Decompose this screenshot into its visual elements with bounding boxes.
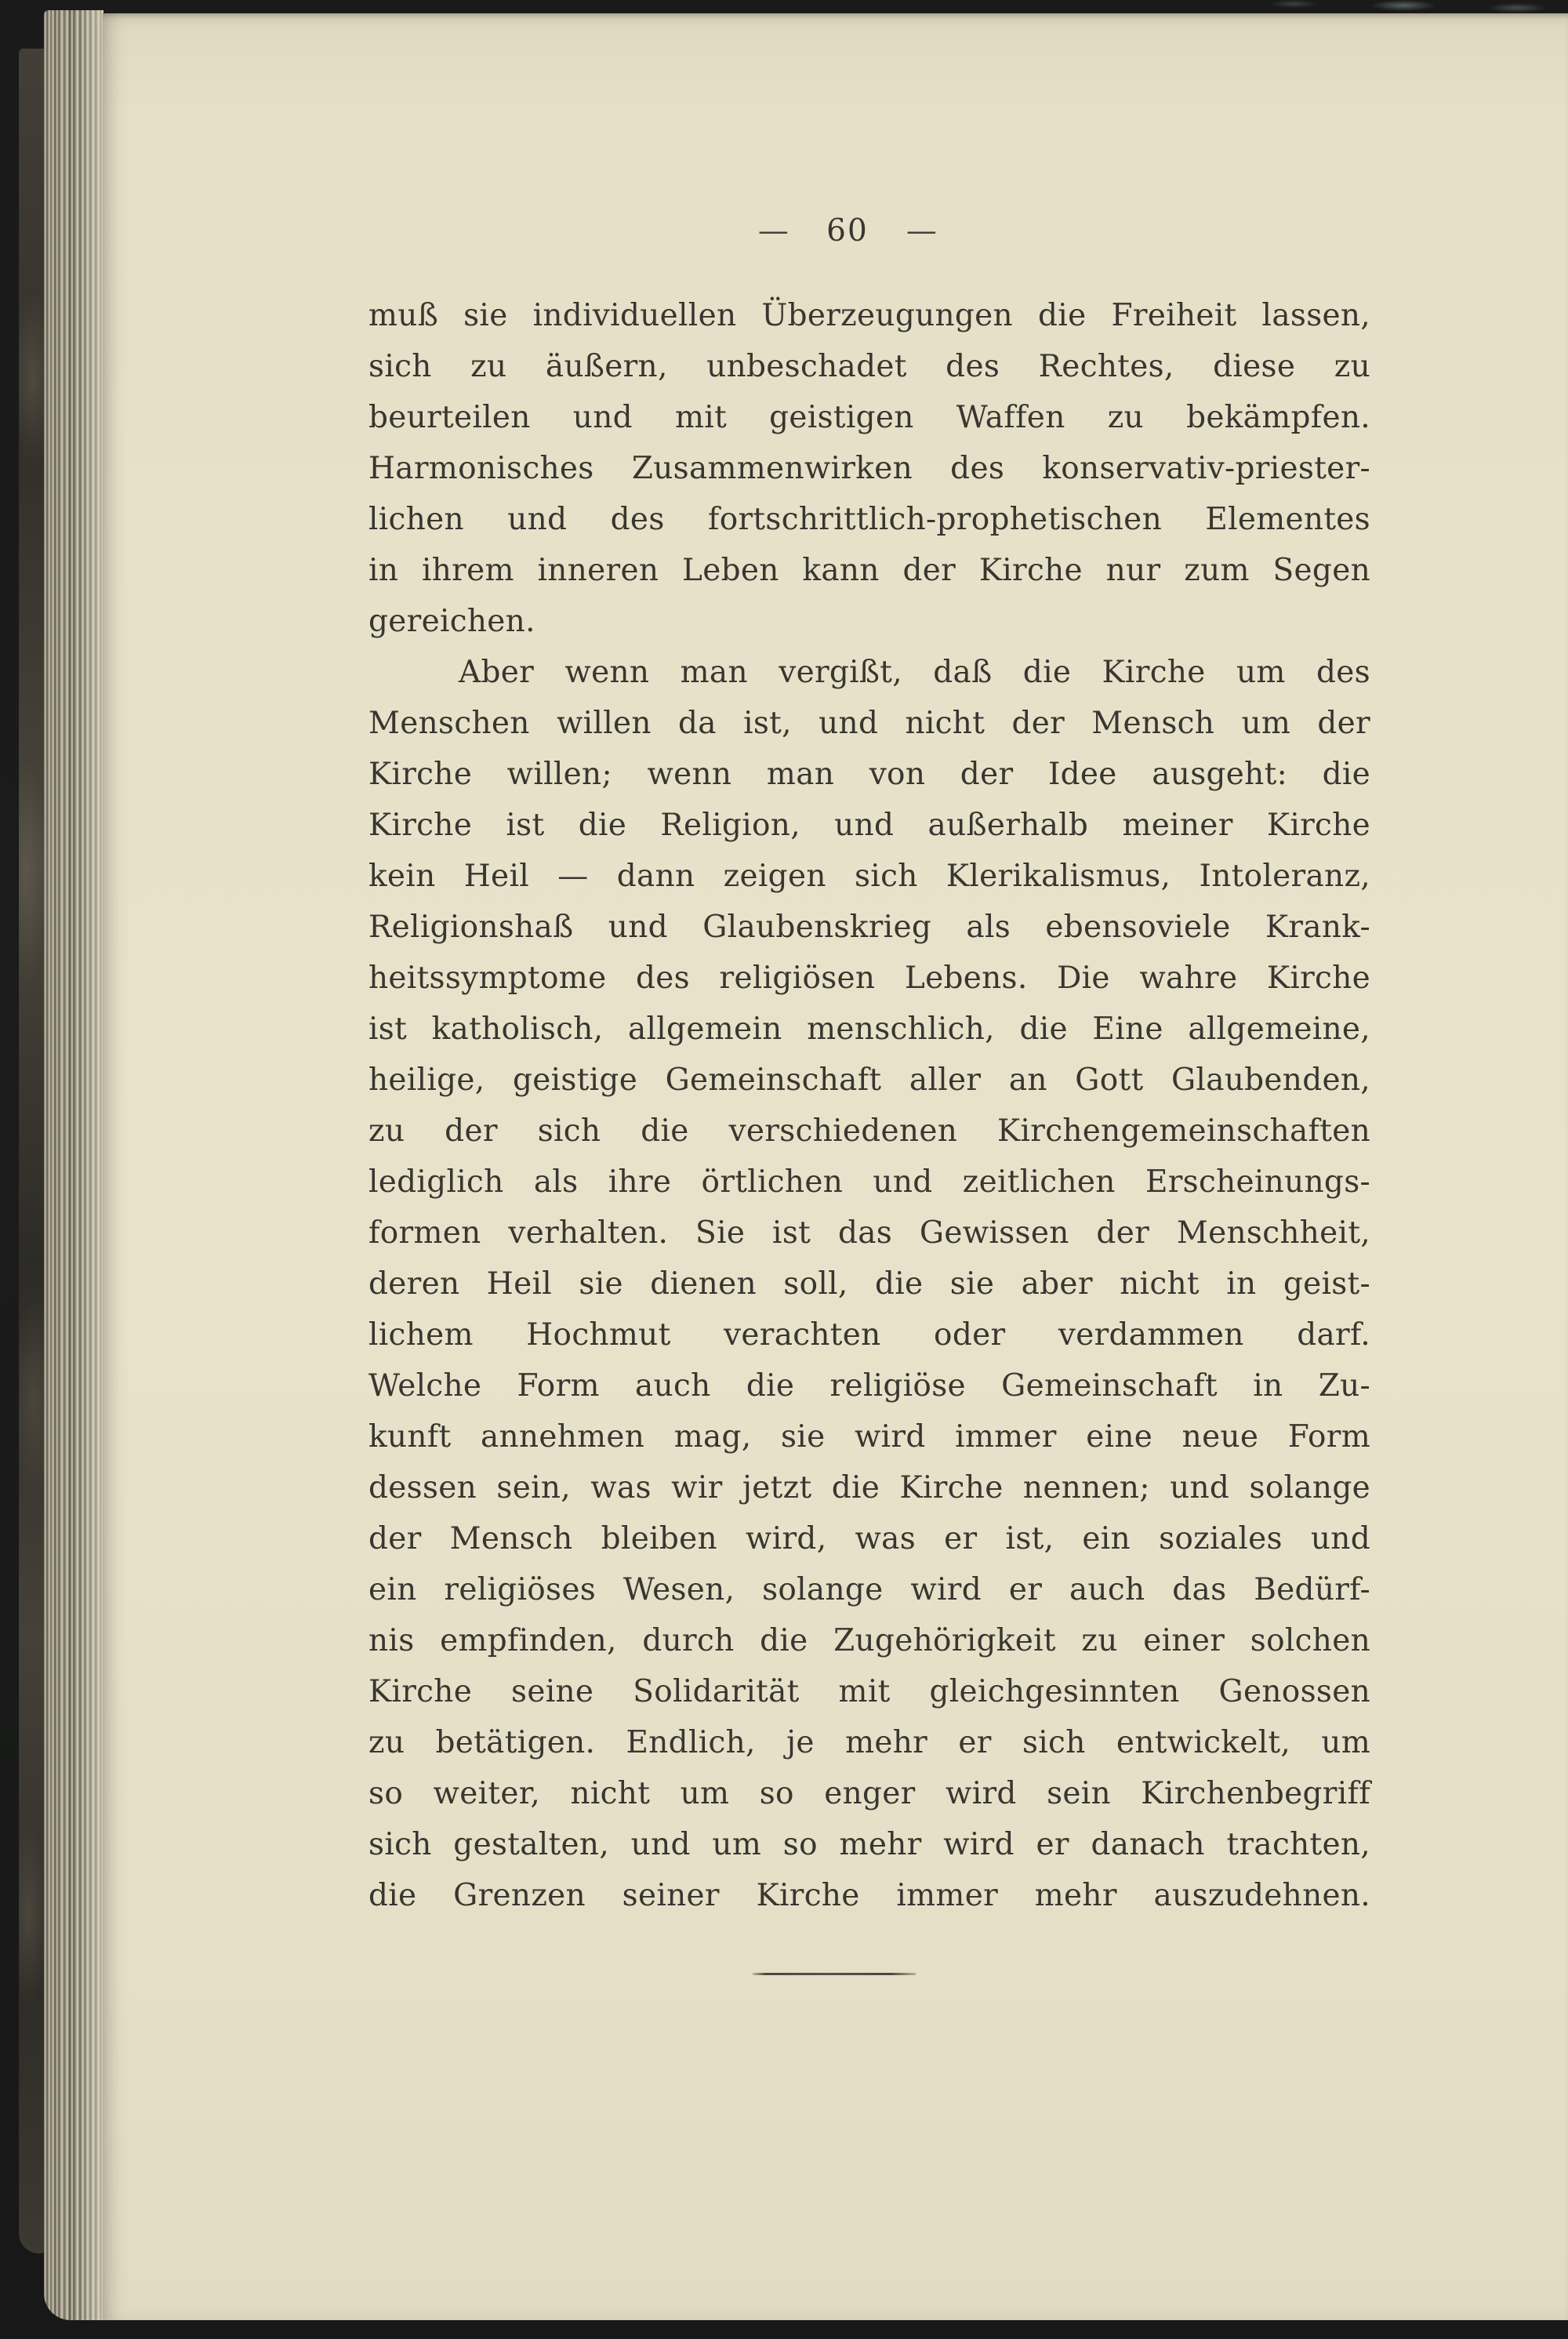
header-dash-left: — [757,213,789,249]
text-line: ist katholisch, allgemein menschlich, die Eine allgemeine, [368,1012,1370,1047]
text-line: lichen und des fortschrittlich-prophetischen Elementes [368,502,1370,537]
text-line: lediglich als ihre örtlichen und zeitlichen Erscheinungs- [368,1164,1370,1200]
text-line: nis empfinden, durch die Zugehörigkeit zu einer solchen [368,1623,1370,1658]
paragraph [368,647,1370,1921]
text-line: kunft annehmen mag, sie wird immer eine neue Form [368,1419,1370,1455]
text-line: zu betätigen. Endlich, je mehr er sich entwickelt, um [368,1725,1370,1760]
header-dash-right: — [906,213,938,249]
body-text [368,290,1370,1921]
text-line: deren Heil sie dienen soll, die sie aber nicht in geist- [368,1266,1370,1302]
text-line: Welche Form auch die religiöse Gemeinschaft in Zu- [368,1368,1370,1404]
text-line: heitssymptome des religiösen Lebens. Die wahre Kirche [368,961,1370,996]
text-column [368,205,1370,1921]
book-spine-edge [19,49,47,2254]
section-divider [753,1973,916,1975]
text-line: in ihrem inneren Leben kann der Kirche nur zum Segen [368,553,1370,588]
text-line: die Grenzen seiner Kirche immer mehr auszudehnen. [368,1878,1370,1913]
text-line: Kirche seine Solidarität mit gleichgesinnten Genossen [368,1674,1370,1709]
text-line: Harmonisches Zusammenwirken des konservativ-priester- [368,451,1370,486]
text-line: gereichen. [368,604,535,639]
paragraph [368,290,1370,647]
text-line: kein Heil — dann zeigen sich Klerikalismus, Intoleranz, [368,859,1370,894]
text-line: sich zu äußern, unbeschadet des Rechtes, diese zu [368,349,1370,384]
text-line: beurteilen und mit geistigen Waffen zu bekämpfen. [368,400,1370,435]
book-page [103,13,1568,2320]
text-line: Kirche ist die Religion, und außerhalb meiner Kirche [368,808,1370,843]
text-line: so weiter, nicht um so enger wird sein Kirchenbegriff [368,1776,1370,1811]
text-line: Menschen willen da ist, und nicht der Mensch um der [368,706,1370,741]
text-line: ein religiöses Wesen, solange wird er auch das Bedürf- [368,1572,1370,1607]
text-line: muß sie individuellen Überzeugungen die Freiheit lassen, [368,298,1370,333]
text-line: Aber wenn man vergißt, daß die Kirche um des [459,655,1370,690]
text-line: Religionshaß und Glaubenskrieg als ebensoviele Krank- [368,910,1370,945]
page-edge-stack [44,10,103,2320]
text-line: formen verhalten. Sie ist das Gewissen der Menschheit, [368,1215,1370,1251]
text-line: dessen sein, was wir jetzt die Kirche nennen; und solange [368,1470,1370,1505]
page-header [347,205,1348,256]
text-line: sich gestalten, und um so mehr wird er danach trachten, [368,1827,1370,1862]
text-line: zu der sich die verschiedenen Kirchengemeinschaften [368,1113,1370,1149]
text-line: der Mensch bleiben wird, was er ist, ein soziales und [368,1521,1370,1556]
page-number: 60 [826,213,869,249]
text-line: lichem Hochmut verachten oder verdammen darf. [368,1317,1370,1353]
text-line: Kirche willen; wenn man von der Idee ausgeht: die [368,757,1370,792]
text-line: heilige, geistige Gemeinschaft aller an Gott Glaubenden, [368,1062,1370,1098]
